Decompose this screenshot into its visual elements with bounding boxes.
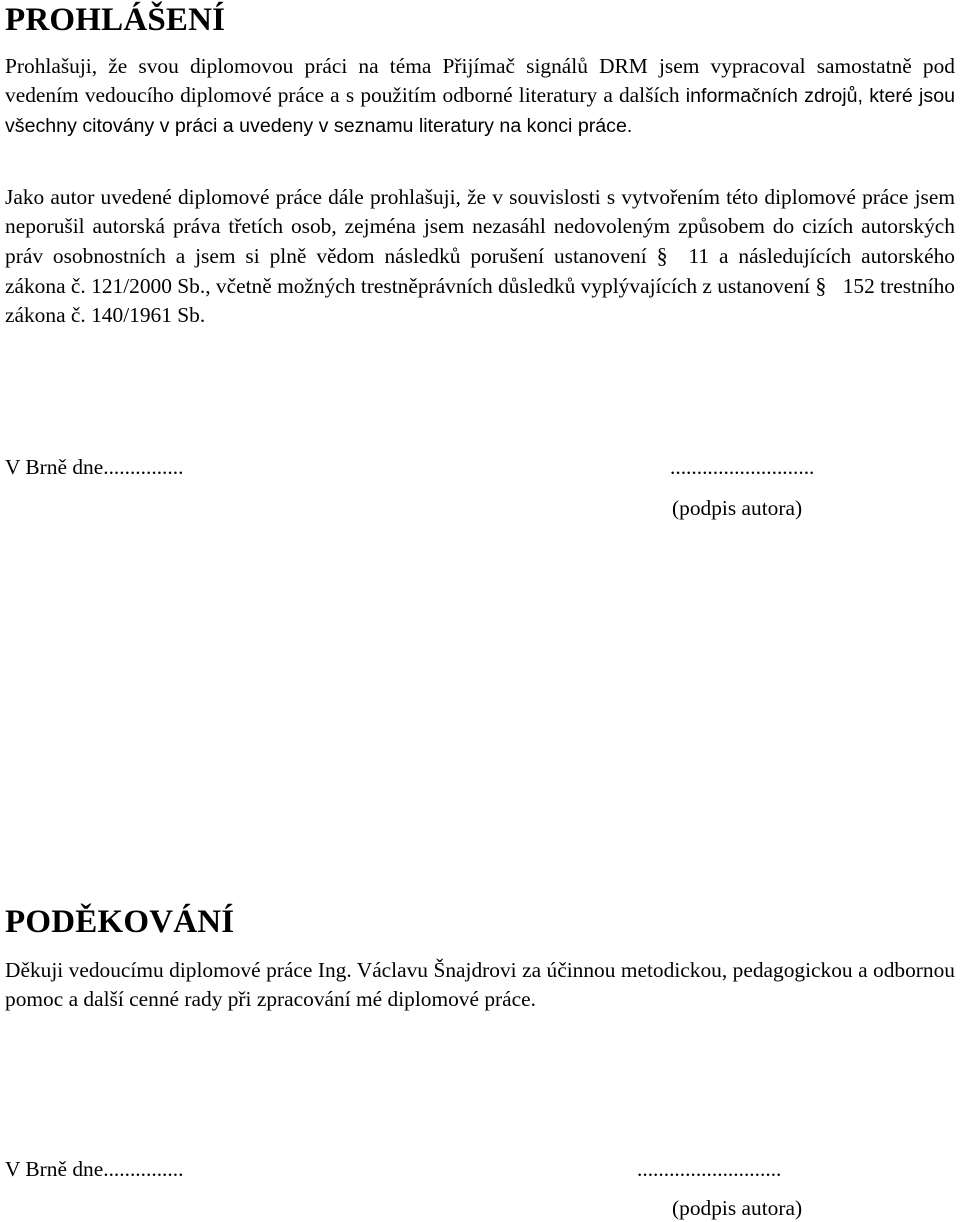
acknowledgement-signature-line: ........................... — [637, 1157, 782, 1181]
declaration-paragraph-2-part2: 11 a následujících autorského zákona č. 121/2000 Sb., včetně možných trestněprávních důsledků vyplývajících z ustanovení — [5, 244, 955, 298]
acknowledgement-date-line: V Brně dne............... — [5, 1157, 184, 1181]
declaration-signature-line: ........................... — [670, 455, 815, 479]
declaration-signature-caption: (podpis autora) — [672, 496, 803, 520]
declaration-paragraph-1-serif: Prohlašuji, že svou diplomovou práci na téma Přijímač signálů DRM jsem vypracoval samostatně pod vedením vedoucího diplomové práce a s použitím odborné literatury a dalších — [5, 54, 955, 107]
acknowledgement-paragraph: Děkuji vedoucímu diplomové práce Ing. Václavu Šnajdrovi za účinnou metodickou, pedagogickou a odbornou pomoc a další cenné rady při zpracování mé diplomové práce. — [5, 958, 955, 1011]
acknowledgement-title: PODĚKOVÁNÍ — [5, 904, 235, 940]
declaration-date-line: V Brně dne............... — [5, 455, 184, 479]
declaration-paragraph-2 — [5, 183, 955, 330]
section-sign-icon: § — [656, 243, 668, 268]
declaration-paragraph-1 — [5, 52, 955, 141]
declaration-paragraph-2-part3: 152 trestního zákona č. 140/1961 Sb. — [5, 274, 955, 327]
declaration-title: PROHLÁŠENÍ — [5, 2, 226, 38]
declaration-paragraph-2-part1: Jako autor uvedené diplomové práce dále prohlašuji, že v souvislosti s vytvořením této diplomové práce jsem neporušil autorská práva třetích osob, zejména jsem nezasáhl nedovoleným způsobem do cizích autorských práv osobnostních a jsem si plně vědom následků porušení ustanovení — [5, 185, 955, 268]
section-sign-icon: § — [815, 273, 827, 298]
declaration-paragraph-1-sans: informačních zdrojů, které jsou všechny citovány v práci a uvedeny v seznamu literatury na konci práce. — [5, 85, 955, 137]
acknowledgement-signature-caption: (podpis autora) — [672, 1196, 803, 1220]
